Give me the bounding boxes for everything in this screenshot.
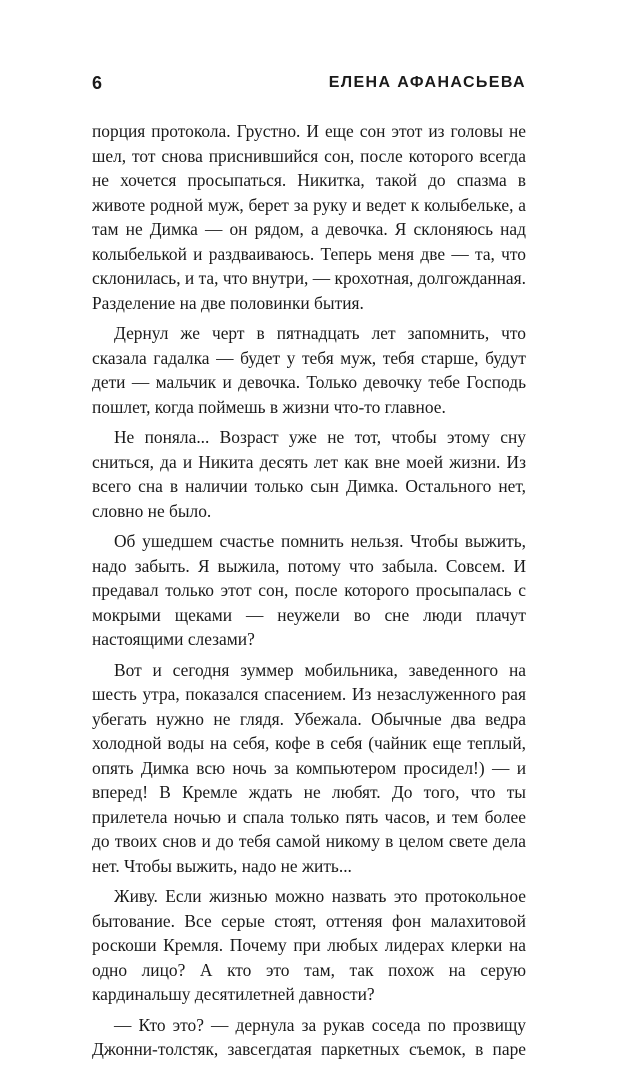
paragraph-4: Об ушедшем счастье помнить нельзя. Чтобы выжить, надо забыть. Я выжила, потому что забыла. Совсем. И предавал только этот сон, после которого просыпалась с мокрыми щеками — неужели во сне люди плачут настоящими слезами? (92, 531, 526, 649)
running-head-author: ЕЛЕНА АФАНАСЬЕВА (328, 74, 526, 91)
paragraph-3: Не поняла... Возраст уже не тот, чтобы этому сну сниться, да и Никита десять лет как вне моей жизни. Из всего сна в наличии только сын Димка. Остального нет, словно не было. (92, 427, 526, 521)
paragraph-5: Вот и сегодня зуммер мобильника, заведенного на шесть утра, показался спасением. Из незаслуженного рая убегать нужно не глядя. Убежала. Обычные два ведра холодной воды на себя, кофе в себя (чайник еще теплый, опять Димка всю ночь за компьютером просидел!) — и вперед! В Кремле ждать не любят. До того, что ты прилетела ночью и спала только пять часов, и тем более до твоих снов и до тебя самой никому в целом свете дела нет. Чтобы выжить, надо не жить... (92, 659, 526, 876)
paragraph-7: — Кто это? — дернула за рукав соседа по прозвищу Джонни-толстяк, завсегдатая паркетных съемок, в паре (92, 1014, 526, 1059)
paragraph-2: Дернул же черт в пятнадцать лет запомнить, что сказала гадалка — будет у тебя муж, тебя старше, будут дети — мальчик и девочка. Только девочку тебе Господь пошлет, когда поймешь в жизни что-то главное. (92, 323, 526, 417)
body-text (92, 119, 526, 1068)
page-number: 6 (92, 73, 103, 93)
paragraph-1: порция протокола. Грустно. И еще сон этот из головы не шел, тот снова приснившийся сон, после которого всегда не хочется просыпаться. Никитка, такой до спазма в животе родной муж, берет за руку и ведет к колыбельке, а там не Димка — он рядом, а девочка. Я склоняюсь над колыбелькой и раздваиваюсь. Теперь меня две — та, что склонилась, и та, что внутри, — крохотная, долгожданная. Разделение на две половинки бытия. (92, 121, 526, 313)
paragraph-6: Живу. Если жизнью можно назвать это протокольное бытование. Все серые стоят, оттеняя фон малахитовой роскоши Кремля. Почему при любых лидерах клерки на одно лицо? А кто это там, так похож на серую кардинальшу десятилетней давности? (92, 886, 526, 1004)
